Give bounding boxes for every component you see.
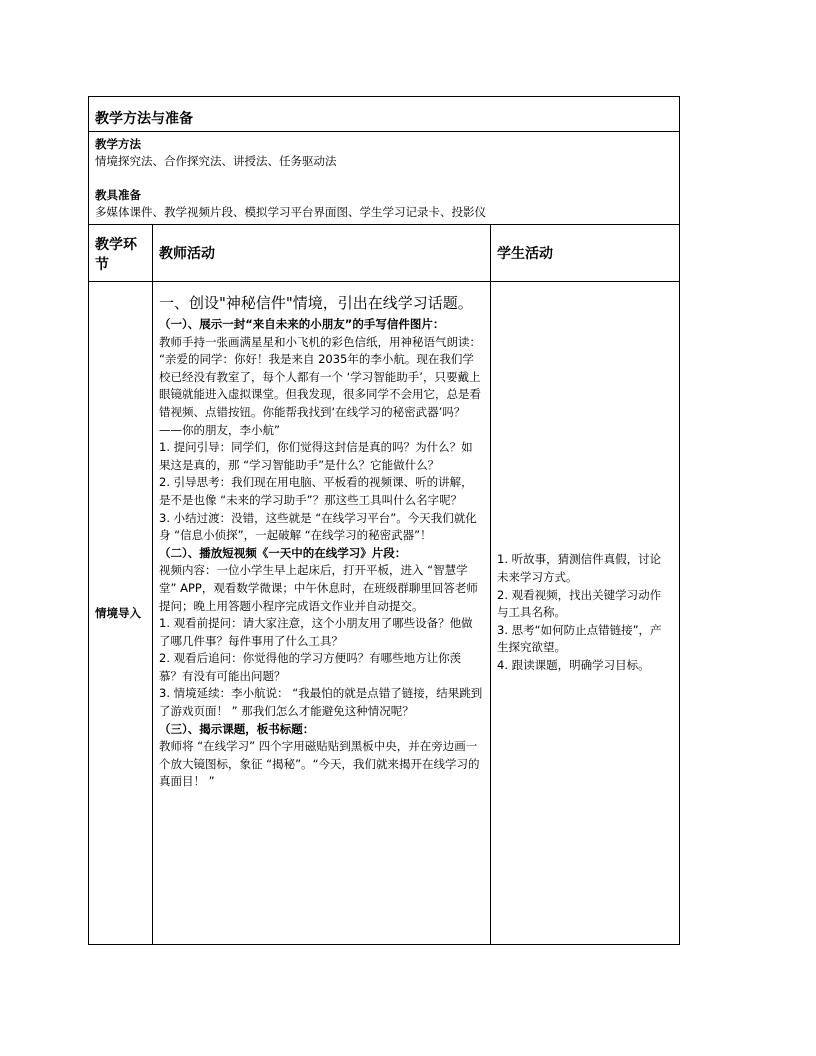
- methods-text: 情境探究法、合作探究法、讲授法、任务驱动法: [95, 154, 337, 168]
- student-item: 4. 跟读课题，明确学习目标。: [497, 657, 650, 672]
- activity-heading: 一、创设"神秘信件"情境，引出在线学习话题。: [159, 294, 473, 312]
- paragraph: “亲爱的同学：你好！我是来自 2035年的李小航。现在我们学校已经没有教室了，每个人都有一个 ‘学习智能助手’，只要戴上眼镜就能进入虚拟课堂。但我发现，很多同学不会用它，总是看错视频、点错按钮。你能帮我找到‘在线学习的秘密武器’吗？——你的朋友，李小航”: [159, 352, 481, 437]
- student-item: 3. 思考“如何防止点错链接”，产生探究欲望。: [497, 622, 662, 655]
- student-item: 2. 观看视频，找出关键学习动作与工具名称。: [497, 587, 662, 620]
- header-teacher: 教师活动: [153, 225, 491, 281]
- student-activity-cell: [491, 282, 679, 944]
- table-header-row: [89, 224, 679, 281]
- subheading-3: （三）、揭示课题，板书标题：: [159, 721, 315, 736]
- paragraph: 教师将 “在线学习” 四个字用磁贴贴到黑板中央，并在旁边画一个放大镜图标，象征 “揭秘”。“今天，我们就来揭开在线学习的真面目！ ”: [159, 739, 480, 789]
- tools-text: 多媒体课件、教学视频片段、模拟学习平台界面图、学生学习记录卡、投影仪: [95, 205, 486, 219]
- header-student: 学生活动: [497, 246, 553, 262]
- paragraph: 3. 情境延续：李小航说： “我最怕的就是点错了链接，结果跳到了游戏页面！ ” 那我们怎么才能避免这种情况呢？: [159, 686, 483, 719]
- stage-label: 情境导入: [95, 605, 141, 620]
- tools-label: 教具准备: [95, 188, 141, 202]
- teacher-activity-cell: [153, 282, 491, 944]
- paragraph: 2. 观看后追问：你觉得他的学习方便吗？有哪些地方让你羡慕？有没有可能出问题？: [159, 651, 462, 683]
- paragraph: 3. 小结过渡：没错，这些就是 “在线学习平台”。今天我们就化身 “信息小侦探”，一起破解 “在线学习的秘密武器”！: [159, 510, 477, 543]
- table-row: [89, 281, 679, 944]
- header-stage: 教学环节: [89, 225, 153, 281]
- paragraph: 教师手持一张画满星星和小飞机的彩色信纸，用神秘语气朗读：: [159, 334, 481, 349]
- subheading-2: （二）、播放短视频《一天中的在线学习》片段：: [159, 545, 407, 560]
- paragraph: 1. 提问引导：同学们，你们觉得这封信是真的吗？为什么？如果这是真的，那 “学习智能助手”是什么？它能做什么？: [159, 440, 473, 472]
- methods-label: 教学方法: [95, 137, 141, 151]
- lesson-plan-table: [88, 96, 680, 945]
- preparation-block: [89, 132, 492, 224]
- section-title: 教学方法与准备: [95, 111, 193, 127]
- paragraph: 视频内容：一位小学生早上起床后，打开平板，进入 “智慧学堂” APP，观看数学微课；中午休息时，在班级群聊里回答老师提问；晚上用答题小程序完成语文作业并自动提交。: [159, 563, 478, 613]
- paragraph: 1. 观看前提问：请大家注意，这个小朋友用了哪些设备？他做了哪几件事？每件事用了什么工具？: [159, 616, 473, 648]
- stage-cell: [89, 282, 153, 944]
- student-item: 1. 听故事，猜测信件真假，讨论未来学习方式。: [497, 552, 662, 585]
- subheading-1: （一）、展示一封“来自未来的小朋友”的手写信件图片：: [159, 317, 445, 331]
- paragraph: 2. 引导思考：我们现在用电脑、平板看的视频课、听的讲解，是不是也像 “未来的学习助手”？那这些工具叫什么名字呢？: [159, 475, 473, 507]
